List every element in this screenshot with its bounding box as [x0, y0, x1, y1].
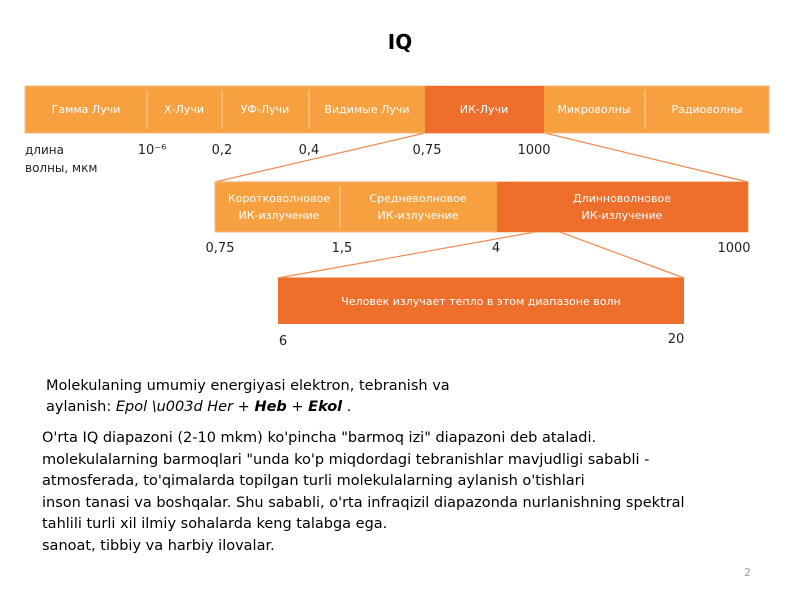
- body-line: sanoat, tibbiy va harbiy ilovalar.: [42, 537, 275, 554]
- wavelength-label: длина: [25, 143, 64, 157]
- formula-prefix: aylanish:: [46, 399, 116, 415]
- top-band-label: Х-Лучи: [164, 103, 204, 116]
- top-band-label: УФ-Лучи: [240, 103, 290, 116]
- energy-formula: [46, 376, 516, 418]
- body-line: atmosferada, to'qimalarda topilgan turli molekulalarning aylanish o'tishlari: [42, 473, 585, 489]
- bottom-band-label: Человек излучает тепло в этом диапазоне волн: [341, 295, 621, 308]
- formula-ekol: Ekol: [308, 399, 343, 415]
- mid-tick: 1000: [717, 241, 751, 256]
- top-band-label: ИК-Лучи: [459, 103, 509, 116]
- top-tick: 10⁻⁶: [137, 143, 167, 158]
- top-band-label: Видимые Лучи: [324, 103, 410, 116]
- formula-line: Molekulaning umumiy energiyasi elektron, tebranish va: [46, 378, 450, 394]
- body-line: molekulalarning barmoqlari "unda ko'p miqdordagi tebranishlar mavjudligi sababli -: [42, 451, 650, 468]
- body-line: tahlili turli xil ilmiy sohalarda keng talabga ega.: [42, 516, 388, 532]
- mid-band-label: ИК-излучение: [238, 209, 320, 222]
- mid-tick: 0,75: [205, 241, 235, 256]
- mid-band-label: ИК-излучение: [581, 209, 663, 222]
- body-line: inson tanasi va boshqalar. Shu sababli, o'rta infraqizil diapazonda nurlanishning spektral: [42, 494, 685, 511]
- top-tick: 0,4: [298, 143, 320, 158]
- page-number: 2: [744, 566, 751, 579]
- top-band-label: Микроволны: [557, 103, 631, 116]
- formula-line: [46, 397, 516, 418]
- formula-expression: Epol \u003d Her +: [115, 399, 255, 415]
- connector-top-to-mid: [215, 133, 748, 182]
- formula-plus: +: [286, 399, 309, 415]
- top-tick: 0,75: [412, 143, 442, 158]
- wavelength-label: волны, мкм: [25, 161, 98, 175]
- mid-band-label: Средневолновое: [369, 192, 467, 205]
- mid-tick: 4: [491, 241, 501, 256]
- bottom-tick: 20: [667, 332, 685, 347]
- formula-heb: Heb: [254, 399, 287, 415]
- page-title: IQ: [387, 30, 413, 54]
- mid-band-label: Длинноволновое: [572, 192, 672, 205]
- mid-tick: 1,5: [331, 241, 353, 256]
- formula-end: .: [342, 399, 352, 415]
- top-tick: 0,2: [211, 143, 233, 158]
- bottom-tick: 6: [278, 334, 288, 349]
- mid-band-highlight: [497, 182, 748, 232]
- mid-band-label: Коротковолновое: [227, 192, 331, 205]
- top-band-label: Радиоволны: [671, 103, 743, 116]
- top-band-label: Гамма Лучи: [51, 103, 121, 116]
- top-tick: 1000: [517, 143, 551, 158]
- mid-band-label: ИК-излучение: [377, 209, 459, 222]
- body-paragraph: [42, 428, 772, 557]
- body-line: O'rta IQ diapazoni (2-10 mkm) ko'pincha "barmoq izi" diapazoni deb ataladi.: [42, 430, 597, 446]
